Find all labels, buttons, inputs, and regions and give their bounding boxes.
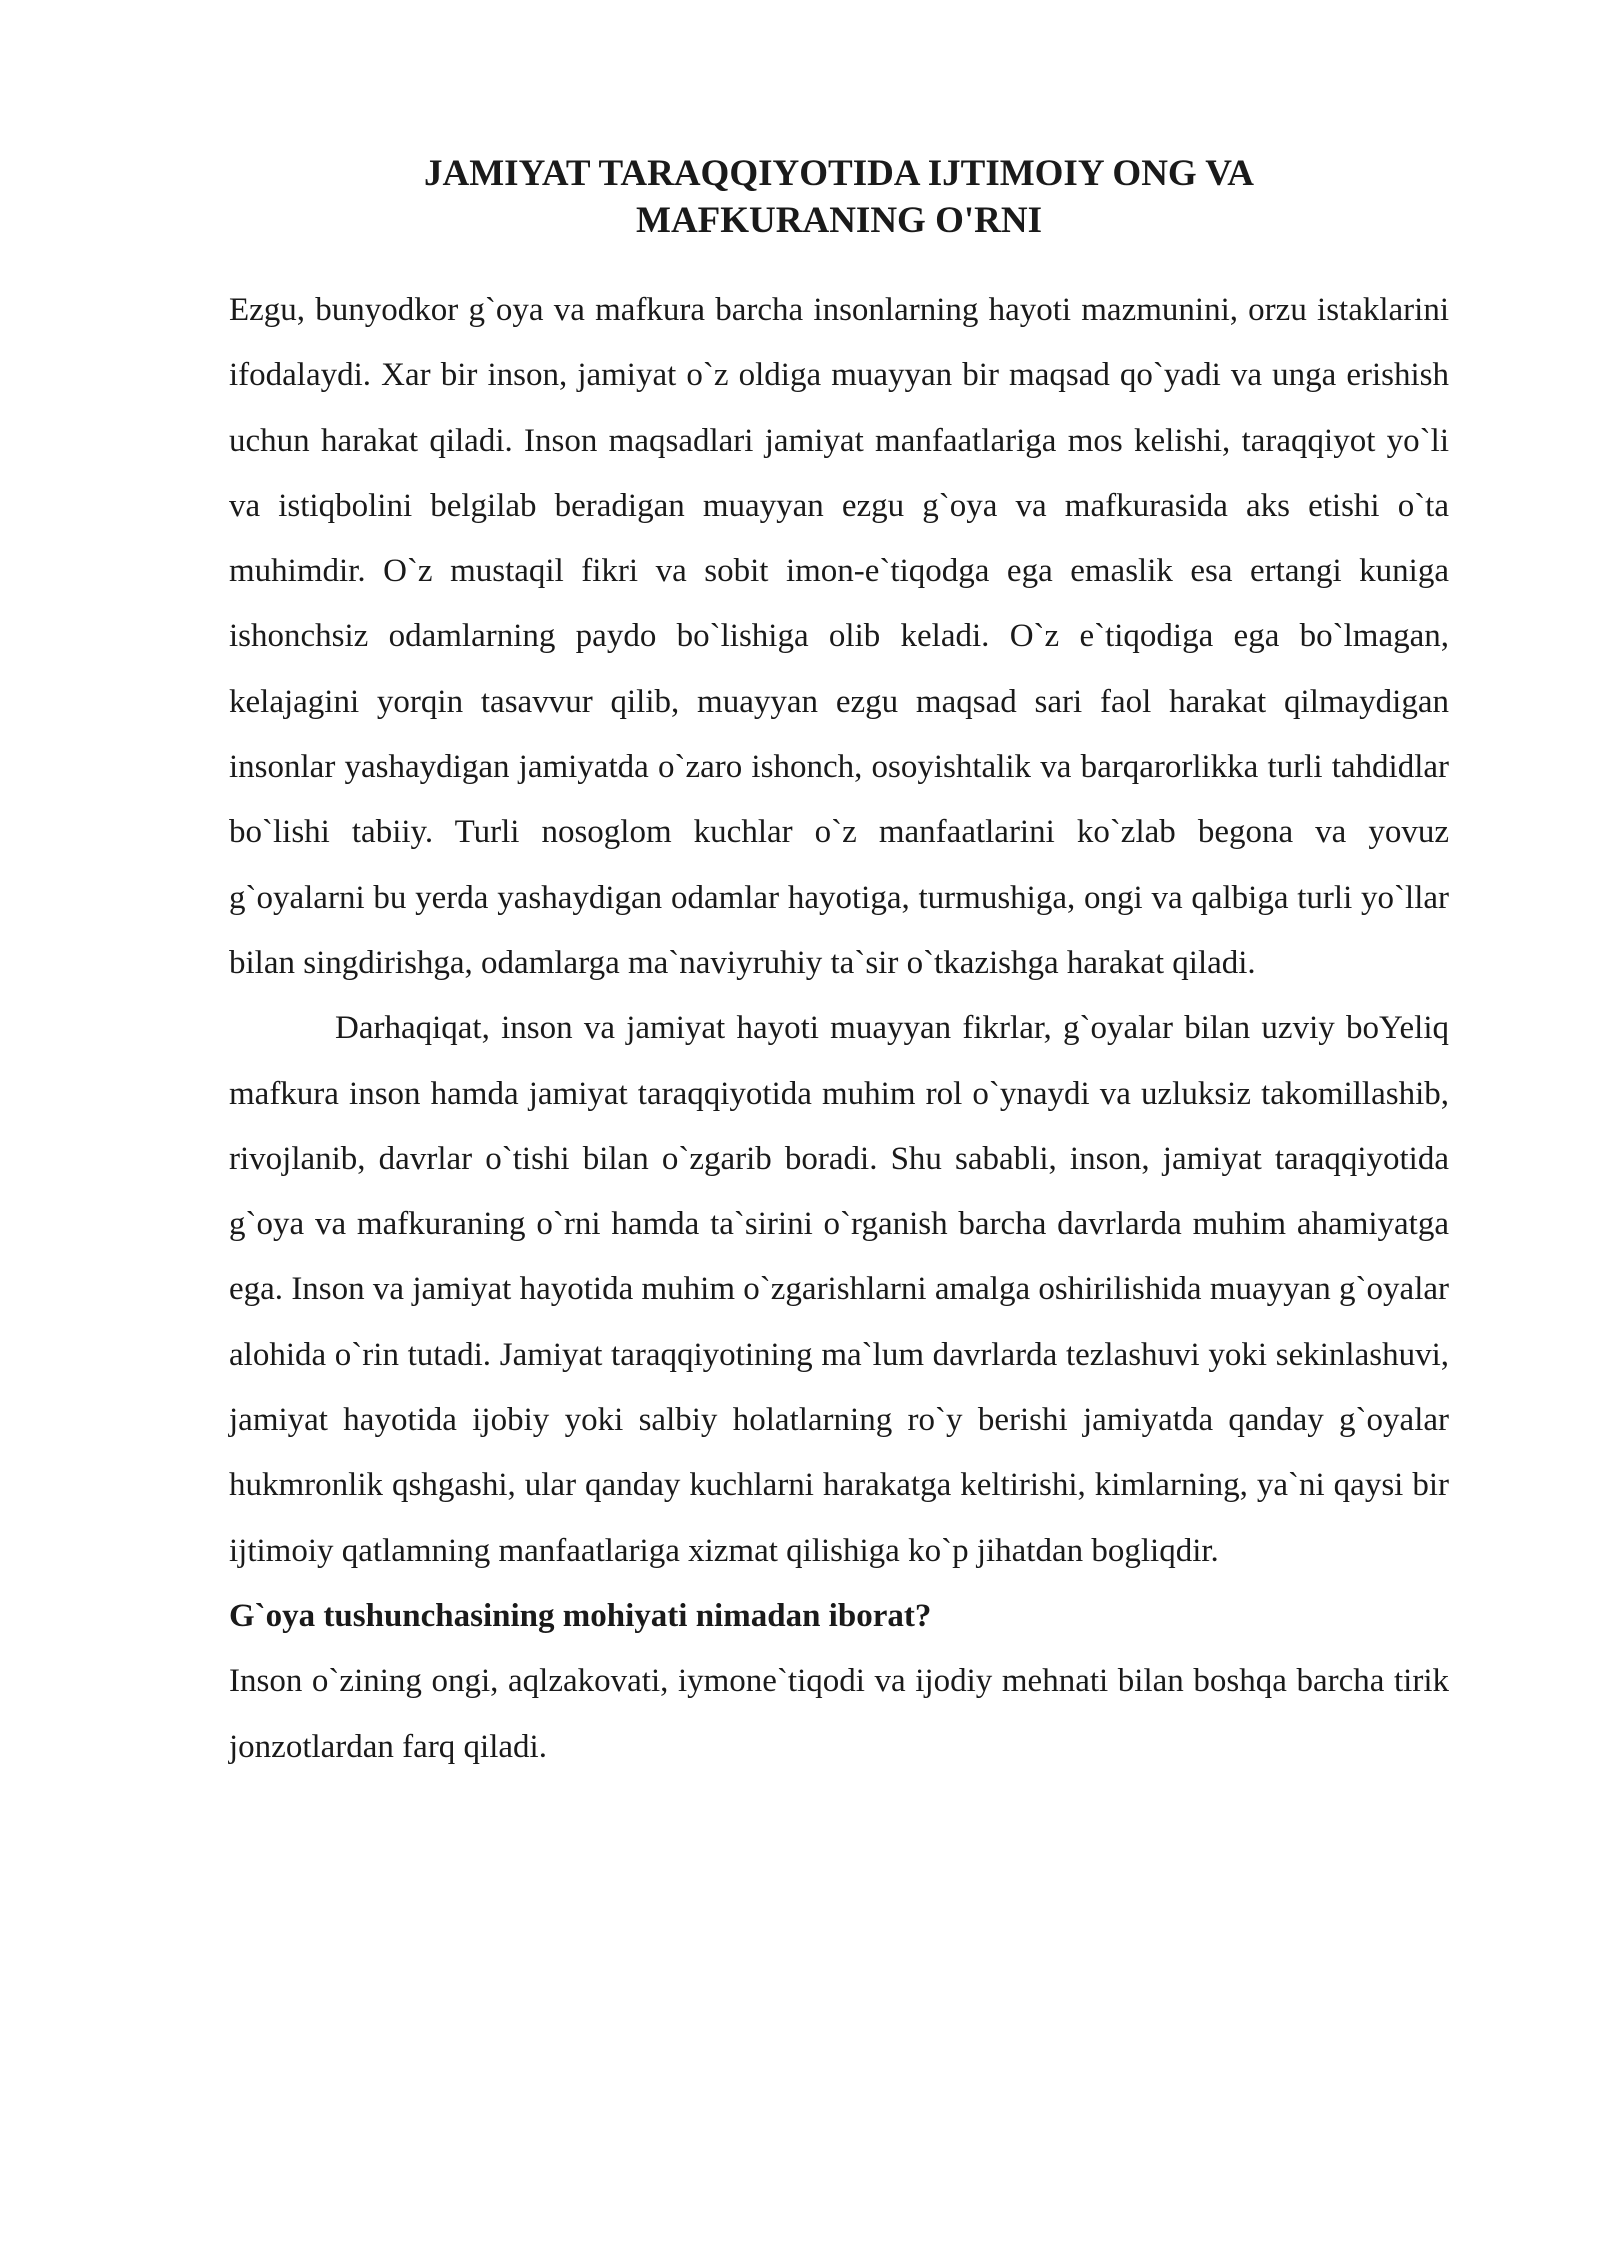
paragraph-2: Darhaqiqat, inson va jamiyat hayoti muayyan fikrlar, g`oyalar bilan uzviy boYeliq mafkura inson hamda jamiyat taraqqiyotida muhim rol o`ynaydi va uzluksiz takomillashib, rivojlanib, davrlar o`tishi bilan o`zgarib boradi. Shu sababli, inson, jamiyat taraqqiyotida g`oya va mafkuraning o`rni hamda ta`sirini o`rganish barcha davrlarda muhim ahamiyatga ega. Inson va jamiyat hayotida muhim o`zgarishlarni amalga oshirilishida muayyan g`oyalar alohida o`rin tutadi. Jamiyat taraqqiyotining ma`lum davrlarda tezlashuvi yoki sekinlashuvi, jamiyat hayotida ijobiy yoki salbiy holatlarning ro`y berishi jamiyatda qanday g`oyalar hukmronlik qshgashi, ular qanday kuchlarni harakatga keltirishi, kimlarning, ya`ni qaysi bir ijtimoiy qatlamning manfaatlariga xizmat qilishiga ko`p jihatdan bogliqdir. [229,1010,1449,1569]
document-title: JAMIYAT TARAQQIYOTIDA IJTIMOIY ONG VA MAFKURANING O'RNI [424,153,1254,241]
paragraph-3: Inson o`zining ongi, aqlzakovati, iymone`tiqodi va ijodiy mehnati bilan boshqa barcha tirik jonzotlardan farq qiladi. [229,1663,1449,1765]
document-page [229,150,1449,1780]
section-subheading: G`oya tushunchasining mohiyati nimadan iborat? [229,1597,932,1634]
paragraph-1: Ezgu, bunyodkor g`oya va mafkura barcha insonlarning hayoti mazmunini, orzu istaklarini ifodalaydi. Xar bir inson, jamiyat o`z oldiga muayyan bir maqsad qo`yadi va unga erishish uchun harakat qiladi. Inson maqsadlari jamiyat manfaatlariga mos kelishi, taraqqiyot yo`li va istiqbolini belgilab beradigan muayyan ezgu g`oya va mafkurasida aks etishi o`ta muhimdir. O`z mustaqil fikri va sobit imon-e`tiqodga ega emaslik esa ertangi kuniga ishonchsiz odamlarning paydo bo`lishiga olib keladi. O`z e`tiqodiga ega bo`lmagan, kelajagini yorqin tasavvur qilib, muayyan ezgu maqsad sari faol harakat qilmaydigan insonlar yashaydigan jamiyatda o`zaro ishonch, osoyishtalik va barqarorlikka turli tahdidlar bo`lishi tabiiy. Turli nosoglom kuchlar o`z manfaatlarini ko`zlab begona va yovuz g`oyalarni bu yerda yashaydigan odamlar hayotiga, turmushiga, ongi va qalbiga turli yo`llar bilan singdirishga, odamlarga ma`naviyruhiy ta`sir o`tkazishga harakat qiladi. [229,292,1449,981]
